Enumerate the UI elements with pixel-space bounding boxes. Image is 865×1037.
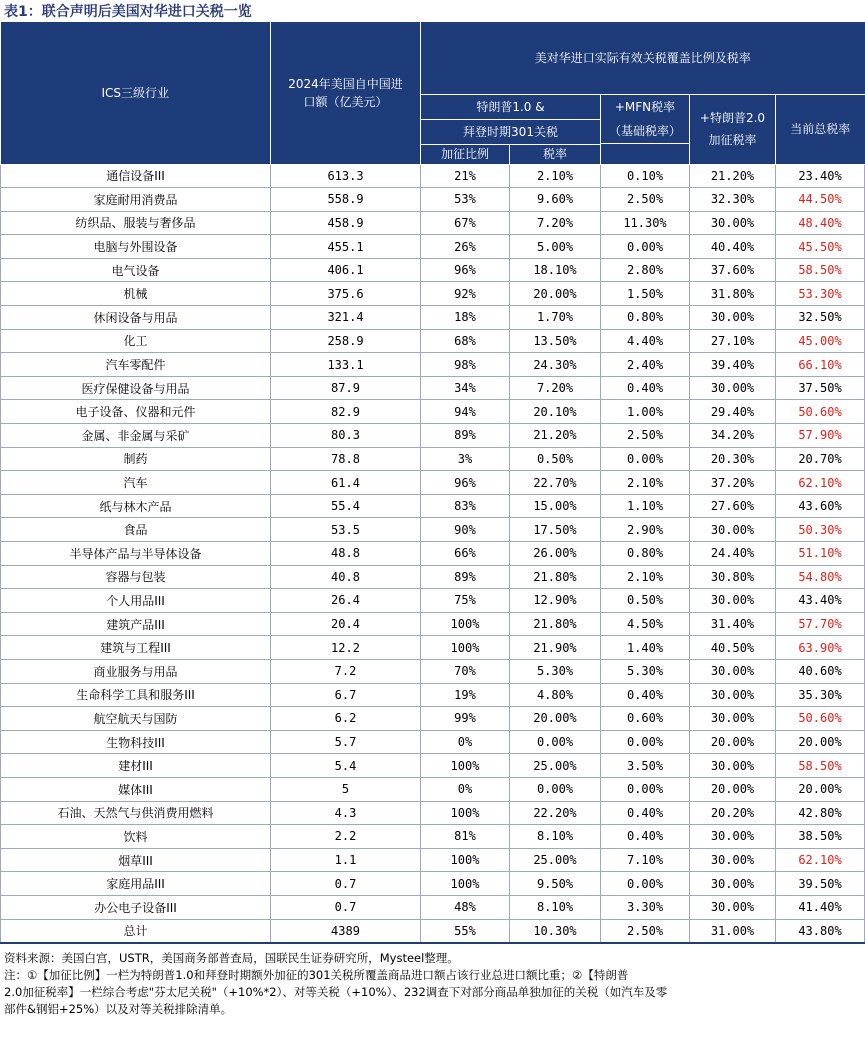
- cell-total-rate: 50.60%: [776, 707, 865, 731]
- cell-industry: 通信设备III: [1, 164, 271, 188]
- cell-industry: 家庭耐用消费品: [1, 188, 271, 212]
- cell-coverage: 94%: [421, 400, 510, 424]
- cell-industry: 航空航天与国防: [1, 707, 271, 731]
- table-row: [1, 518, 865, 542]
- source-note: 资料来源：美国白宫，USTR，美国商务部普查局，国联民生证券研究所，Mysteel整理。: [4, 951, 459, 965]
- table-title: 表1：联合声明后美国对华进口关税一览: [4, 4, 252, 20]
- table-row: [1, 188, 865, 212]
- cell-mfn-rate: 0.40%: [601, 825, 690, 849]
- cell-import-value: 458.9: [271, 211, 421, 235]
- cell-import-value: 20.4: [271, 612, 421, 636]
- cell-trump2-rate: 24.40%: [690, 542, 776, 566]
- header-total-rate: 当前总税率: [776, 94, 865, 164]
- cell-rate: 1.70%: [510, 306, 601, 330]
- header-trump-biden-line1: 特朗普1.0 &: [421, 95, 600, 120]
- cell-coverage: 19%: [421, 683, 510, 707]
- table-row: [1, 754, 865, 778]
- cell-trump2-rate: 29.40%: [690, 400, 776, 424]
- table-row: [1, 494, 865, 518]
- table-row: [1, 306, 865, 330]
- table-total-row: [1, 919, 865, 943]
- cell-industry: 医疗保健设备与用品: [1, 376, 271, 400]
- cell-total-rate: 53.30%: [776, 282, 865, 306]
- table-row: [1, 895, 865, 919]
- cell-import-value: 80.3: [271, 424, 421, 448]
- cell-rate: 8.10%: [510, 825, 601, 849]
- cell-trump2-rate: 20.00%: [690, 730, 776, 754]
- cell-rate: 0.00%: [510, 730, 601, 754]
- cell-mfn-rate: 2.80%: [601, 258, 690, 282]
- cell-coverage: 75%: [421, 589, 510, 613]
- cell-mfn-rate: 11.30%: [601, 211, 690, 235]
- cell-industry: 纸与林木产品: [1, 494, 271, 518]
- table-row: [1, 424, 865, 448]
- cell-coverage: 100%: [421, 612, 510, 636]
- cell-rate: 22.20%: [510, 801, 601, 825]
- cell-industry: 商业服务与用品: [1, 659, 271, 683]
- cell-mfn-rate: 0.00%: [601, 872, 690, 896]
- cell-total-rate: 48.40%: [776, 211, 865, 235]
- cell-total-rate: 57.90%: [776, 424, 865, 448]
- cell-mfn-rate: 0.80%: [601, 542, 690, 566]
- cell-mfn-rate: 1.10%: [601, 494, 690, 518]
- cell-rate: 5.00%: [510, 235, 601, 259]
- cell-trump2-rate: 30.80%: [690, 565, 776, 589]
- cell-import-value: 4.3: [271, 801, 421, 825]
- cell-coverage: 96%: [421, 471, 510, 495]
- cell-industry: 生物科技III: [1, 730, 271, 754]
- cell-coverage: 100%: [421, 801, 510, 825]
- cell-mfn-rate: 2.50%: [601, 424, 690, 448]
- cell-trump2-rate: 31.80%: [690, 282, 776, 306]
- cell-import-value: 87.9: [271, 376, 421, 400]
- cell-rate: 21.80%: [510, 612, 601, 636]
- cell-industry: 个人用品III: [1, 589, 271, 613]
- note-line-2: 2.0加征税率】一栏综合考虑"芬太尼关税"（+10%*2）、对等关税（+10%）、232调查下对部分商品单独加征的关税（如汽车及零: [4, 985, 668, 999]
- cell-trump2-rate: 30.00%: [690, 872, 776, 896]
- cell-mfn-rate: 2.40%: [601, 353, 690, 377]
- header-mfn-line1: +MFN税率: [614, 99, 676, 114]
- cell-rate: 15.00%: [510, 494, 601, 518]
- cell-mfn-rate: 0.00%: [601, 235, 690, 259]
- cell-rate: 20.00%: [510, 282, 601, 306]
- cell-mfn-rate: 0.10%: [601, 164, 690, 188]
- cell-mfn-rate: 2.50%: [601, 188, 690, 212]
- cell-trump2-rate: 39.40%: [690, 353, 776, 377]
- cell-import-value: 40.8: [271, 565, 421, 589]
- cell-total-rate: 20.00%: [776, 730, 865, 754]
- cell-trump2-rate: 31.00%: [690, 919, 776, 943]
- cell-import-value: 133.1: [271, 353, 421, 377]
- cell-mfn-rate: 0.40%: [601, 801, 690, 825]
- cell-mfn-rate: 3.50%: [601, 754, 690, 778]
- cell-industry: 生命科学工具和服务III: [1, 683, 271, 707]
- cell-rate: 9.60%: [510, 188, 601, 212]
- cell-industry: 家庭用品III: [1, 872, 271, 896]
- cell-import-value: 5.4: [271, 754, 421, 778]
- cell-rate: 18.10%: [510, 258, 601, 282]
- cell-coverage: 90%: [421, 518, 510, 542]
- cell-total-rate: 44.50%: [776, 188, 865, 212]
- table-row: [1, 400, 865, 424]
- cell-rate: 20.00%: [510, 707, 601, 731]
- cell-import-value: 613.3: [271, 164, 421, 188]
- cell-total-rate: 58.50%: [776, 754, 865, 778]
- cell-import-value: 48.8: [271, 542, 421, 566]
- cell-rate: 21.80%: [510, 565, 601, 589]
- cell-total-rate: 23.40%: [776, 164, 865, 188]
- cell-mfn-rate: 3.30%: [601, 895, 690, 919]
- cell-total-rate: 51.10%: [776, 542, 865, 566]
- cell-import-value: 0.7: [271, 872, 421, 896]
- cell-import-value: 321.4: [271, 306, 421, 330]
- header-import-value: 2024年美国自中国进口额（亿美元）: [271, 22, 421, 164]
- table-row: [1, 801, 865, 825]
- cell-mfn-rate: 0.40%: [601, 376, 690, 400]
- cell-trump2-rate: 30.00%: [690, 825, 776, 849]
- cell-industry: 建材III: [1, 754, 271, 778]
- cell-coverage: 0%: [421, 777, 510, 801]
- cell-trump2-rate: 40.50%: [690, 636, 776, 660]
- cell-industry: 饮料: [1, 825, 271, 849]
- cell-trump2-rate: 30.00%: [690, 659, 776, 683]
- cell-import-value: 455.1: [271, 235, 421, 259]
- header-tariff-group: 美对华进口实际有效关税覆盖比例及税率: [421, 22, 865, 94]
- cell-import-value: 406.1: [271, 258, 421, 282]
- table-row: [1, 282, 865, 306]
- cell-mfn-rate: 2.90%: [601, 518, 690, 542]
- cell-mfn-rate: 0.00%: [601, 777, 690, 801]
- cell-total-rate: 54.80%: [776, 565, 865, 589]
- table-row: [1, 659, 865, 683]
- table-body: [1, 164, 865, 943]
- cell-coverage: 100%: [421, 636, 510, 660]
- cell-industry: 总计: [1, 919, 271, 943]
- cell-coverage: 55%: [421, 919, 510, 943]
- cell-total-rate: 57.70%: [776, 612, 865, 636]
- cell-total-rate: 63.90%: [776, 636, 865, 660]
- cell-mfn-rate: 5.30%: [601, 659, 690, 683]
- cell-trump2-rate: 32.30%: [690, 188, 776, 212]
- cell-coverage: 100%: [421, 848, 510, 872]
- cell-coverage: 67%: [421, 211, 510, 235]
- cell-rate: 5.30%: [510, 659, 601, 683]
- cell-coverage: 96%: [421, 258, 510, 282]
- cell-mfn-rate: 1.40%: [601, 636, 690, 660]
- cell-trump2-rate: 20.20%: [690, 801, 776, 825]
- cell-coverage: 48%: [421, 895, 510, 919]
- cell-total-rate: 20.70%: [776, 447, 865, 471]
- cell-trump2-rate: 30.00%: [690, 306, 776, 330]
- cell-rate: 7.20%: [510, 211, 601, 235]
- cell-industry: 金属、非金属与采矿: [1, 424, 271, 448]
- table-row: [1, 707, 865, 731]
- table-row: [1, 447, 865, 471]
- cell-import-value: 26.4: [271, 589, 421, 613]
- cell-import-value: 78.8: [271, 447, 421, 471]
- cell-import-value: 53.5: [271, 518, 421, 542]
- cell-coverage: 18%: [421, 306, 510, 330]
- header-trump2-line1: +特朗普2.0: [699, 111, 766, 125]
- cell-rate: 20.10%: [510, 400, 601, 424]
- table-row: [1, 164, 865, 188]
- table-row: [1, 848, 865, 872]
- cell-total-rate: 43.80%: [776, 919, 865, 943]
- cell-industry: 媒体III: [1, 777, 271, 801]
- cell-trump2-rate: 27.60%: [690, 494, 776, 518]
- cell-industry: 石油、天然气与供消费用燃料: [1, 801, 271, 825]
- header-mfn: [601, 94, 690, 164]
- cell-mfn-rate: 4.50%: [601, 612, 690, 636]
- cell-mfn-rate: 0.60%: [601, 707, 690, 731]
- cell-industry: 纺织品、服装与奢侈品: [1, 211, 271, 235]
- table-row: [1, 612, 865, 636]
- cell-mfn-rate: 1.50%: [601, 282, 690, 306]
- cell-industry: 电子设备、仪器和元件: [1, 400, 271, 424]
- cell-rate: 9.50%: [510, 872, 601, 896]
- cell-industry: 汽车零配件: [1, 353, 271, 377]
- cell-trump2-rate: 37.20%: [690, 471, 776, 495]
- cell-coverage: 100%: [421, 872, 510, 896]
- cell-trump2-rate: 40.40%: [690, 235, 776, 259]
- cell-mfn-rate: 0.40%: [601, 683, 690, 707]
- cell-industry: 机械: [1, 282, 271, 306]
- cell-trump2-rate: 30.00%: [690, 895, 776, 919]
- table-row: [1, 825, 865, 849]
- header-trump2-line2: 加征税率: [708, 133, 757, 147]
- cell-import-value: 5.7: [271, 730, 421, 754]
- cell-trump2-rate: 37.60%: [690, 258, 776, 282]
- cell-import-value: 82.9: [271, 400, 421, 424]
- cell-mfn-rate: 2.50%: [601, 919, 690, 943]
- cell-rate: 8.10%: [510, 895, 601, 919]
- cell-rate: 13.50%: [510, 329, 601, 353]
- cell-mfn-rate: 1.00%: [601, 400, 690, 424]
- table-row: [1, 636, 865, 660]
- cell-total-rate: 32.50%: [776, 306, 865, 330]
- cell-import-value: 12.2: [271, 636, 421, 660]
- cell-coverage: 83%: [421, 494, 510, 518]
- cell-trump2-rate: 27.10%: [690, 329, 776, 353]
- cell-rate: 0.00%: [510, 777, 601, 801]
- table-row: [1, 235, 865, 259]
- cell-coverage: 26%: [421, 235, 510, 259]
- cell-mfn-rate: 2.10%: [601, 565, 690, 589]
- table-row: [1, 211, 865, 235]
- cell-coverage: 92%: [421, 282, 510, 306]
- cell-total-rate: 45.00%: [776, 329, 865, 353]
- cell-trump2-rate: 30.00%: [690, 754, 776, 778]
- cell-coverage: 66%: [421, 542, 510, 566]
- cell-industry: 制药: [1, 447, 271, 471]
- cell-trump2-rate: 30.00%: [690, 848, 776, 872]
- cell-industry: 电脑与外围设备: [1, 235, 271, 259]
- cell-total-rate: 43.60%: [776, 494, 865, 518]
- cell-total-rate: 37.50%: [776, 376, 865, 400]
- cell-industry: 烟草III: [1, 848, 271, 872]
- cell-trump2-rate: 30.00%: [690, 683, 776, 707]
- cell-trump2-rate: 30.00%: [690, 518, 776, 542]
- cell-mfn-rate: 4.40%: [601, 329, 690, 353]
- cell-total-rate: 38.50%: [776, 825, 865, 849]
- cell-import-value: 55.4: [271, 494, 421, 518]
- cell-import-value: 4389: [271, 919, 421, 943]
- table-row: [1, 542, 865, 566]
- cell-rate: 21.20%: [510, 424, 601, 448]
- tariff-table: [0, 22, 865, 944]
- cell-import-value: 375.6: [271, 282, 421, 306]
- cell-total-rate: 62.10%: [776, 848, 865, 872]
- cell-import-value: 2.2: [271, 825, 421, 849]
- cell-total-rate: 66.10%: [776, 353, 865, 377]
- cell-mfn-rate: 0.50%: [601, 589, 690, 613]
- table-row: [1, 258, 865, 282]
- cell-coverage: 53%: [421, 188, 510, 212]
- table-row: [1, 565, 865, 589]
- cell-coverage: 89%: [421, 424, 510, 448]
- cell-trump2-rate: 20.00%: [690, 777, 776, 801]
- cell-import-value: 258.9: [271, 329, 421, 353]
- cell-rate: 26.00%: [510, 542, 601, 566]
- cell-industry: 半导体产品与半导体设备: [1, 542, 271, 566]
- header-trump-biden-301: [421, 94, 601, 144]
- cell-industry: 汽车: [1, 471, 271, 495]
- cell-total-rate: 45.50%: [776, 235, 865, 259]
- cell-trump2-rate: 30.00%: [690, 589, 776, 613]
- cell-total-rate: 42.80%: [776, 801, 865, 825]
- header-trump-biden-line2: 拜登时期301关税: [463, 124, 558, 139]
- table-row: [1, 872, 865, 896]
- cell-mfn-rate: 0.00%: [601, 447, 690, 471]
- cell-trump2-rate: 30.00%: [690, 211, 776, 235]
- table-row: [1, 683, 865, 707]
- cell-rate: 2.10%: [510, 164, 601, 188]
- header-trump2: [690, 94, 776, 164]
- cell-coverage: 21%: [421, 164, 510, 188]
- cell-total-rate: 58.50%: [776, 258, 865, 282]
- cell-industry: 建筑与工程III: [1, 636, 271, 660]
- cell-coverage: 34%: [421, 376, 510, 400]
- cell-import-value: 61.4: [271, 471, 421, 495]
- cell-rate: 12.90%: [510, 589, 601, 613]
- header-rate: 税率: [510, 144, 601, 164]
- cell-rate: 24.30%: [510, 353, 601, 377]
- cell-total-rate: 41.40%: [776, 895, 865, 919]
- cell-trump2-rate: 34.20%: [690, 424, 776, 448]
- cell-mfn-rate: 7.10%: [601, 848, 690, 872]
- cell-total-rate: 50.60%: [776, 400, 865, 424]
- cell-rate: 25.00%: [510, 848, 601, 872]
- cell-coverage: 3%: [421, 447, 510, 471]
- cell-import-value: 6.2: [271, 707, 421, 731]
- cell-industry: 休闲设备与用品: [1, 306, 271, 330]
- cell-total-rate: 20.00%: [776, 777, 865, 801]
- cell-coverage: 68%: [421, 329, 510, 353]
- table-row: [1, 730, 865, 754]
- cell-import-value: 1.1: [271, 848, 421, 872]
- cell-rate: 0.50%: [510, 447, 601, 471]
- cell-industry: 电气设备: [1, 258, 271, 282]
- cell-coverage: 81%: [421, 825, 510, 849]
- cell-mfn-rate: 2.10%: [601, 471, 690, 495]
- cell-trump2-rate: 20.30%: [690, 447, 776, 471]
- cell-rate: 10.30%: [510, 919, 601, 943]
- cell-mfn-rate: 0.80%: [601, 306, 690, 330]
- cell-total-rate: 62.10%: [776, 471, 865, 495]
- cell-total-rate: 39.50%: [776, 872, 865, 896]
- cell-import-value: 0.7: [271, 895, 421, 919]
- header-industry: ICS三级行业: [1, 22, 271, 164]
- cell-total-rate: 50.30%: [776, 518, 865, 542]
- cell-trump2-rate: 21.20%: [690, 164, 776, 188]
- cell-coverage: 70%: [421, 659, 510, 683]
- cell-rate: 17.50%: [510, 518, 601, 542]
- note-line-1: 注：①【加征比例】一栏为特朗普1.0和拜登时期额外加征的301关税所覆盖商品进口额占该行业总进口额比重；②【特朗普: [4, 968, 629, 982]
- cell-total-rate: 40.60%: [776, 659, 865, 683]
- cell-industry: 办公电子设备III: [1, 895, 271, 919]
- cell-rate: 7.20%: [510, 376, 601, 400]
- cell-mfn-rate: 0.00%: [601, 730, 690, 754]
- cell-rate: 21.90%: [510, 636, 601, 660]
- table-row: [1, 777, 865, 801]
- cell-industry: 建筑产品III: [1, 612, 271, 636]
- cell-coverage: 98%: [421, 353, 510, 377]
- table-header: [1, 22, 865, 164]
- cell-rate: 22.70%: [510, 471, 601, 495]
- header-coverage: 加征比例: [421, 144, 510, 164]
- table-row: [1, 376, 865, 400]
- table-row: [1, 589, 865, 613]
- cell-total-rate: 35.30%: [776, 683, 865, 707]
- cell-rate: 25.00%: [510, 754, 601, 778]
- cell-coverage: 99%: [421, 707, 510, 731]
- cell-industry: 容器与包装: [1, 565, 271, 589]
- header-mfn-line2: （基础税率）: [608, 123, 681, 138]
- cell-import-value: 558.9: [271, 188, 421, 212]
- cell-import-value: 6.7: [271, 683, 421, 707]
- table-row: [1, 353, 865, 377]
- note-line-3: 部件&钢铝+25%）以及对等关税排除清单。: [4, 1002, 233, 1016]
- cell-coverage: 89%: [421, 565, 510, 589]
- cell-coverage: 100%: [421, 754, 510, 778]
- cell-coverage: 0%: [421, 730, 510, 754]
- cell-total-rate: 43.40%: [776, 589, 865, 613]
- cell-industry: 食品: [1, 518, 271, 542]
- cell-trump2-rate: 30.00%: [690, 376, 776, 400]
- cell-import-value: 7.2: [271, 659, 421, 683]
- table-row: [1, 329, 865, 353]
- table-row: [1, 471, 865, 495]
- cell-industry: 化工: [1, 329, 271, 353]
- cell-rate: 4.80%: [510, 683, 601, 707]
- cell-import-value: 5: [271, 777, 421, 801]
- cell-trump2-rate: 30.00%: [690, 707, 776, 731]
- cell-trump2-rate: 31.40%: [690, 612, 776, 636]
- footnotes: [4, 950, 862, 1018]
